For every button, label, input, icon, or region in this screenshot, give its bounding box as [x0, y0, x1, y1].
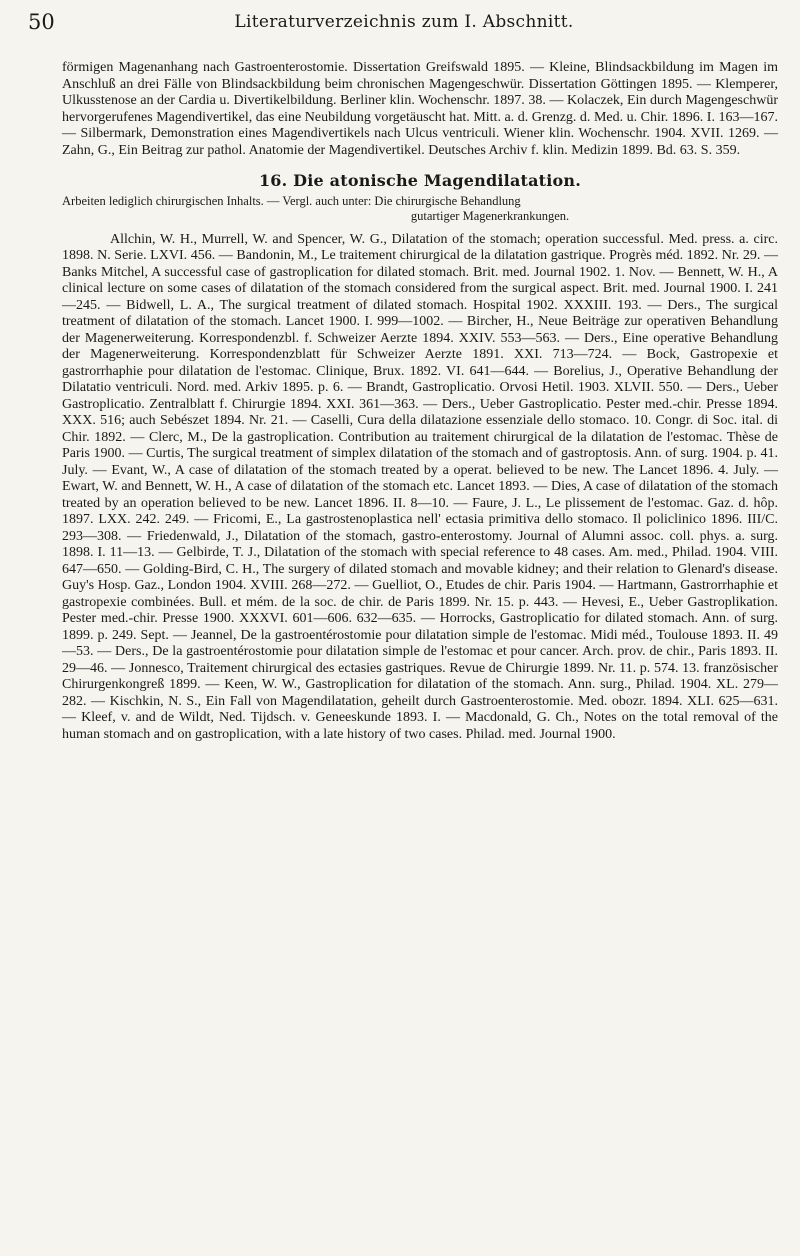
- section-note: [62, 194, 778, 224]
- page-header: [28, 10, 780, 38]
- page-number: 50: [28, 10, 55, 34]
- running-head: Literaturverzeichnis zum I. Abschnitt.: [234, 12, 574, 32]
- section-note-line1: Arbeiten lediglich chirurgischen Inhalts. — Vergl. auch unter: Die chirurgische Behandlung: [62, 193, 521, 208]
- body-text: [62, 60, 778, 743]
- section-heading: 16. Die atonische Magendilatation.: [258, 171, 582, 190]
- section-bibliography-paragraph: Allchin, W. H., Murrell, W. and Spencer, W. G., Dilatation of the stomach; operation successful. Med. press. a. circ. 1898. N. Serie. LXVI. 456. — Bandonin, M., Le traitement chirurgical de la dilatation gastrique. Progrès méd. 1892. Nr. 29. — Banks Mitchel, A successful case of gastroplication for dilated stomach. Brit. med. Journal 1902. 1. Nov. — Bennett, W. H., A clinical lecture on some cases of dilatation of the stomach considered from the surgical aspect. Brit. med. Journal 1900. I. 241—245. — Bidwell, L. A., The surgical treatment of dilated stomach. Hospital 1902. XXXIII. 193. — Ders., The surgical treatment of dilatation of the stomach. Lancet 1900. I. 999—1002. — Bircher, H., Neue Beiträge zur operativen Behandlung der Magenerweiterung. Korrespondenzbl. f. Schweizer Aerzte 1894. XXIV. 553—563. — Ders., Eine operative Behandlung der Magenerweiterung. Korrespondenzblatt für Schweizer Aerzte 1891. XXI. 713—724. — Bock, Gastropexie et gastrorrhaphie pour dilatation de l'estomac. Clinique, Brux. 1892. VI. 641—644. — Borelius, J., Operative Behandlung der Dilatatio ventriculi. Nord. med. Arkiv 1895. p. 6. — Brandt, Gastroplicatio. Orvosi Hetil. 1903. XLVII. 550. — Ders., Ueber Gastroplicatio. Zentralblatt f. Chirurgie 1894. XXI. 361—363. — Ders., Ueber Gastroplicatio. Pester med.-chir. Presse 1894. XXX. 516; auch Sebészet 1894. Nr. 21. — Caselli, Cura della dilatazione essenziale dello stomaco. 10. Congr. di Soc. ital. di Chir. 1892. — Clerc, M., De la gastroplication. Contribution au traitement chirurgical de la dilatation de l'estomac. Thèse de Paris 1900. — Curtis, The surgical treatment of simplex dilatation of the stomach and of gastroptosis. Ann. of surg. 1904. p. 41. July. — Evant, W., A case of dilatation of the stomach treated by a operat. believed to be new. The Lancet 1896. 4. July. — Ewart, W. and Bennett, W. H., A case of dilatation of the stomach etc. Lancet 1893. — Dies, A case of dilatation of the stomach treated by an operation believed to be new. Lancet 1896. II. 8—10. — Faure, J. L., Le plissement de l'estomac. Gaz. d. hôp. 1897. LXX. 242. 249. — Fricomi, E., La gastrostenoplastica nell' ectasia primitiva dello stomaco. Il policlinico 1896. III/C. 293—308. — Friedenwald, J., Dilatation of the stomach, gastro-enterostomy. Journal of Alumni assoc. coll. phys. a. surg. 1898. I. 11—13. — Gelbirde, T. J., Dilatation of the stomach with special reference to 48 cases. Am. med., Philad. 1904. VIII. 647—650. — Golding-Bird, C. H., The surgery of dilated stomach and movable kidney; and their relation to Glenard's disease. Guy's Hosp. Gaz., London 1904. XVIII. 268—272. — Guelliot, O., Etudes de chir. Paris 1904. — Hartmann, Gastrorrhaphie et gastropexie combinées. Bull. et mém. de la soc. de chir. de Paris 1899. Nr. 15. p. 443. — Hevesi, E., Ueber Gastroplikation. Pester med.-chir. Presse 1900. XXXVI. 601—606. 632—635. — Horrocks, Gastroplicatio for dilated stomach. Ann. of surg. 1899. p. 249. Sept. — Jeannel, De la gastroentérostomie pour dilatation simple de l'estomac. Midi méd., Toulouse 1893. II. 49—53. — Ders., De la gastroentérostomie pour dilatation simple de l'estomac et pour cancer. Arch. prov. de chir., Paris 1893. II. 29—46. — Jonnesco, Traitement chirurgical des ectasies gastriques. Revue de Chirurgie 1899. Nr. 11. p. 574. 13. französischer Chirurgenkongreß 1899. — Keen, W. W., Gastroplication for dilatation of the stomach. Ann. surg., Philad. 1904. XL. 279—282. — Kischkin, N. S., Ein Fall von Magendilatation, geheilt durch Gastroenterostomie. Med. obozr. 1894. XLI. 625—631. — Kleef, v. and de Wildt, Ned. Tijdsch. v. Geneeskunde 1893. I. — Macdonald, G. Ch., Notes on the total removal of the human stomach and on gastroplication, with a late history of two cases. Philad. med. Journal 1900.: [62, 231, 778, 742]
- continued-bibliography-paragraph: förmigen Magenanhang nach Gastroenterostomie. Dissertation Greifswald 1895. — Kleine, Blindsackbildung im Magen im Anschluß an drei Fälle von Blindsackbildung beim chronischen Magengeschwür. Dissertation Göttingen 1895. — Klemperer, Ulkusstenose an der Cardia u. Divertikelbildung. Berliner klin. Wochenschr. 1897. 38. — Kolaczek, Ein durch Magengeschwür hervorgerufenes Magendivertikel, das eine Neubildung vorgetäuscht hat. Mitt. a. d. Grenzg. d. Med. u. Chir. 1896. I. 163—167. — Silbermark, Demonstration eines Magendivertikels nach Ulcus ventriculi. Wiener klin. Wochenschr. 1904. XVII. 1269. — Zahn, G., Ein Beitrag zur pathol. Anatomie der Magendivertikel. Deutsches Archiv f. klin. Medizin 1899. Bd. 63. S. 359.: [62, 60, 778, 158]
- section-note-line2: gutartiger Magenerkrankungen.: [410, 208, 570, 223]
